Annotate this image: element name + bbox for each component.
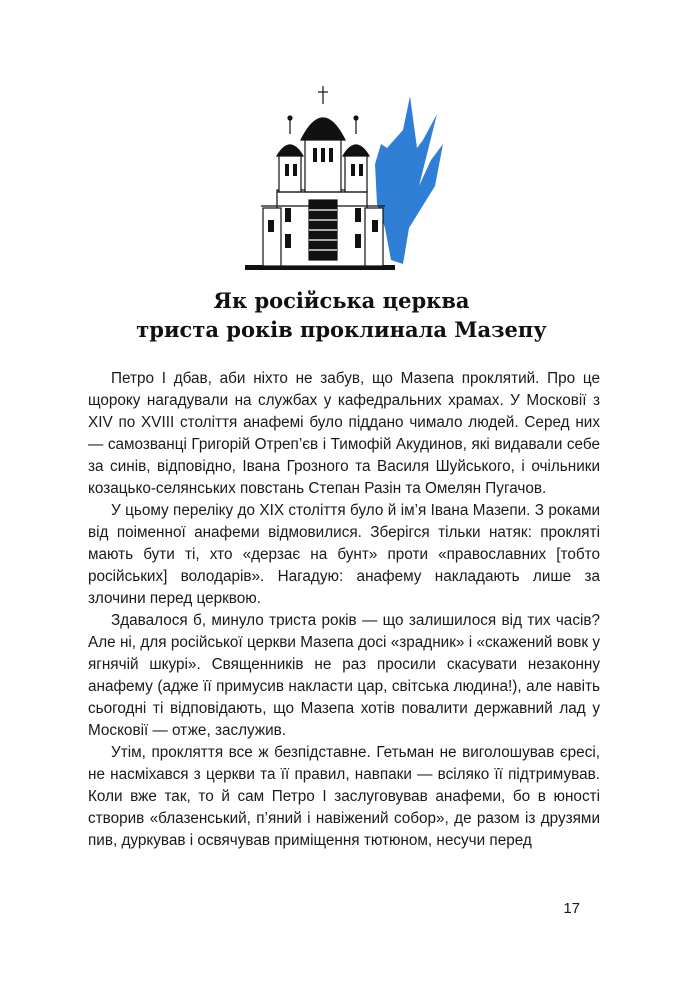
blue-flame-shape xyxy=(375,96,443,264)
page-number: 17 xyxy=(563,900,580,917)
cathedral-drawing xyxy=(205,78,475,290)
paragraph: Здавалося б, минуло триста років — що залишилося від тих часів? Але ні, для російської церкви Мазепа досі «зрадник» і «скажений вовк у ягнячій шкурі». Священників не раз просили скасувати незаконну анафему (адже її примусив накласти цар, світська людина!), але навіть сьогодні ті відповідають, що Мазепа хотів повалити державний лад у Московії — отже, заслужив. xyxy=(88,612,600,739)
chapter-title xyxy=(80,286,603,344)
title-line-1: Як російська церква xyxy=(213,288,470,313)
paragraph: Петро I дбав, аби ніхто не забув, що Мазепа проклятий. Про це щороку нагадували на службах у кафедральних храмах. У Московії з XIV по XVIII століття анафемі було піддано чимало людей. Серед них — самозванці Григорій Отреп’єв і Тимофій Акудинов, які видавали себе за синів, відповідно, Івана Грозного та Василя Шуйського, і очільники козацько-селянських повстань Степан Разін та Омелян Пугачов. xyxy=(88,370,600,497)
cathedral-shape xyxy=(245,86,395,270)
cathedral-illustration xyxy=(205,78,475,290)
title-line-2: триста років проклинала Мазепу xyxy=(136,317,547,342)
paragraph: Утім, прокляття все ж безпідставне. Гетьман не виголошував єресі, не насміхався з церкви та її правил, навпаки — всіляко її підтримував. Коли вже так, то й сам Петро I заслуговував анафеми, бо в юності створив «блазенський, п’яний і навіжений собор», де разом із друзями пив, дуркував і освячував приміщення тютюном, несучи перед xyxy=(88,744,600,849)
paragraph: У цьому переліку до XIX століття було й ім’я Івана Мазепи. З роками від поіменної анафеми відмовилися. Зберігся тільки натяк: прокляті мають бути ті, хто «дерзає на бунт» проти «православних [тобто російських] володарів». Нагадую: анафему накладають лише за злочини перед церквою. xyxy=(88,502,600,607)
body-text xyxy=(88,368,600,852)
